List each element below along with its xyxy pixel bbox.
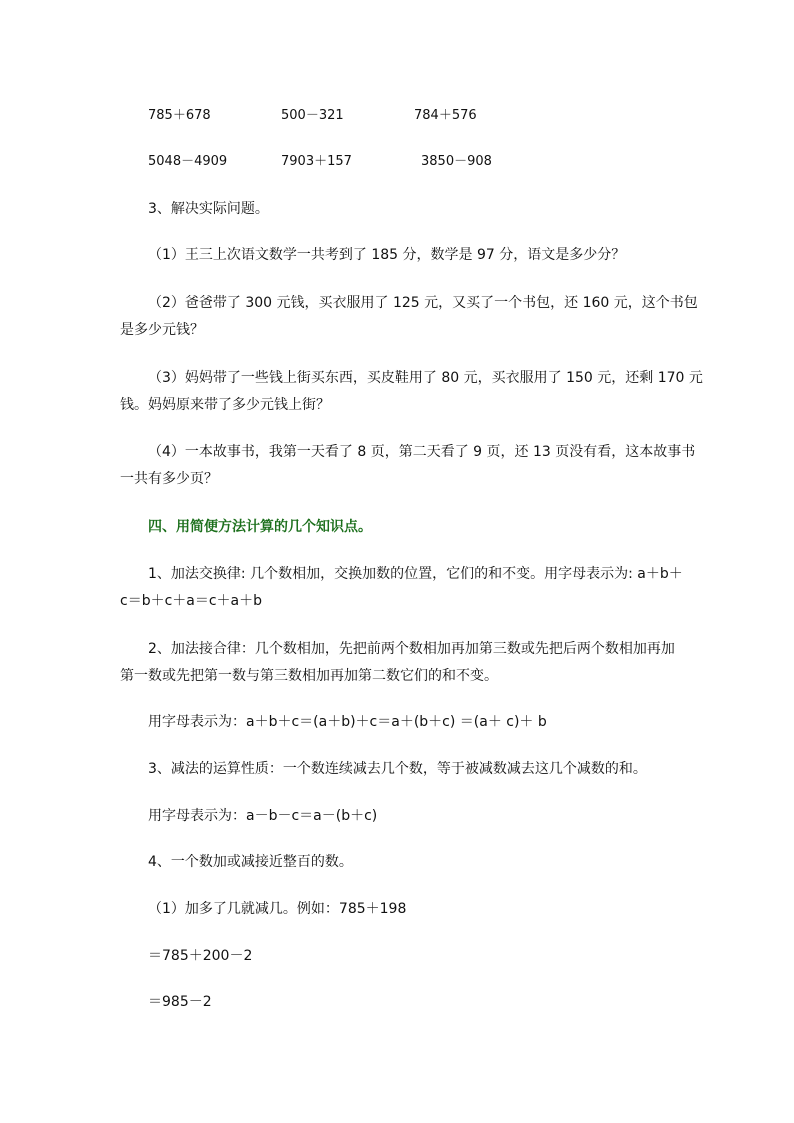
knowledge-point-2-line-1: 2、加法接合律：几个数相加，先把前两个数相加再加第三数或先把后两个数相加再加 — [148, 641, 675, 657]
knowledge-point-1-line-1: 1、加法交换律: 几个数相加，交换加数的位置，它们的和不变。用字母表示为: a＋b＋ — [148, 566, 683, 582]
calculation-step-1: ＝785＋200－2 — [148, 948, 253, 964]
question-1: （1）王三上次语文数学一共考到了 185 分，数学是 97 分，语文是多少分？ — [148, 247, 626, 263]
question-3 — [120, 368, 703, 422]
question-4-line-2: 一共有多少页？ — [120, 471, 218, 487]
knowledge-point-4-sub-1: （1）加多了几就减几。例如：785＋198 — [148, 901, 407, 917]
question-2-line-1: （2）爸爸带了 300 元钱，买衣服用了 125 元，又买了一个书包，还 160 元，这个书包 — [148, 295, 698, 311]
exercise-item: 7903＋157 — [281, 154, 352, 169]
knowledge-point-3: 3、减法的运算性质：一个数连续减去几个数，等于被减数减去这几个减数的和。 — [148, 761, 647, 777]
question-3-line-1: （3）妈妈带了一些钱上街买东西，买皮鞋用了 80 元，买衣服用了 150 元，还剩 170 元 — [148, 370, 703, 386]
exercise-item: 5048－4909 — [148, 154, 228, 169]
exercise-item: 500－321 — [281, 108, 344, 123]
knowledge-point-2 — [120, 639, 680, 693]
exercise-row-2 — [0, 152, 794, 176]
question-4-line-1: （4）一本故事书，我第一天看了 8 页，第二天看了 9 页，还 13 页没有看，这本故事书 — [148, 444, 696, 460]
knowledge-point-1 — [120, 564, 683, 618]
exercise-item: 3850－908 — [421, 154, 492, 169]
knowledge-point-3-formula: 用字母表示为：a－b－c＝a－(b＋c) — [148, 808, 378, 824]
section-3-title: 3、解决实际问题。 — [148, 201, 269, 217]
question-4 — [120, 442, 696, 496]
exercise-item: 784＋576 — [414, 108, 477, 123]
knowledge-point-4: 4、一个数加或减接近整百的数。 — [148, 854, 353, 870]
knowledge-point-1-line-2: c＝b＋c＋a＝c＋a＋b — [120, 593, 263, 609]
knowledge-point-2-formula: 用字母表示为：a＋b＋c＝(a＋b)＋c＝a＋(b＋c) ＝(a＋ c)＋ b — [148, 714, 547, 730]
section-4-heading: 四、用简便方法计算的几个知识点。 — [148, 519, 372, 535]
question-3-line-2: 钱。妈妈原来带了多少元钱上街？ — [120, 397, 330, 413]
knowledge-point-2-line-2: 第一数或先把第一数与第三数相加再加第二数它们的和不变。 — [120, 668, 498, 684]
question-2-line-2: 是多少元钱？ — [120, 322, 204, 338]
question-2 — [120, 293, 698, 347]
exercise-row-1 — [0, 106, 794, 130]
exercise-item: 785＋678 — [148, 108, 211, 123]
calculation-step-2: ＝985－2 — [148, 994, 212, 1010]
